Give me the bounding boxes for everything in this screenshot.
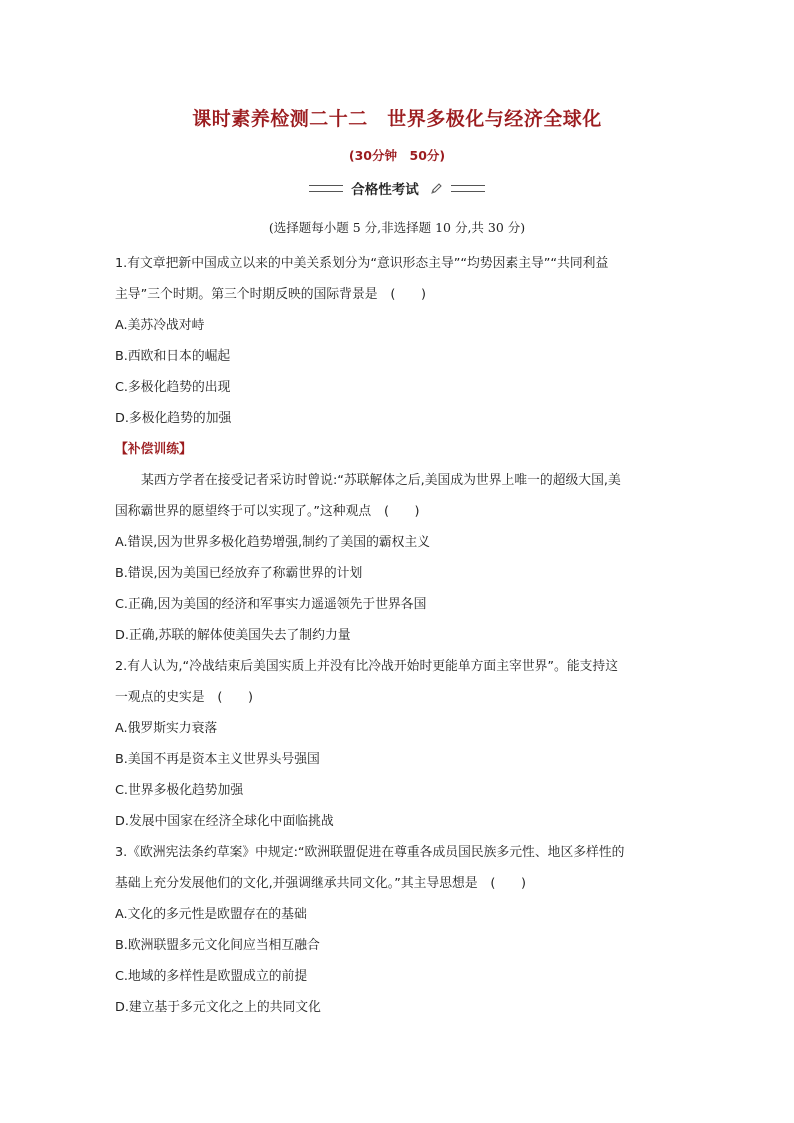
- question-2-stem-line-2: 一观点的史实是 ( ): [115, 690, 253, 705]
- question-3-option-a: A.文化的多元性是欧盟存在的基础: [115, 907, 307, 922]
- compensation-stem-line-2: 国称霸世界的愿望终于可以实现了。”这种观点 ( ): [115, 504, 420, 519]
- question-3-stem-line-2: 基础上充分发展他们的文化,并强调继承共同文化。”其主导思想是 ( ): [115, 876, 526, 891]
- question-2-option-b: B.美国不再是资本主义世界头号强国: [115, 752, 320, 767]
- section-instruction: (选择题每小题 5 分,非选择题 10 分,共 30 分): [268, 220, 526, 235]
- question-1-stem-line-2: 主导”三个时期。第三个时期反映的国际背景是 ( ): [115, 287, 426, 302]
- question-3-stem-line-1: 3.《欧洲宪法条约草案》中规定:“欧洲联盟促进在尊重各成员国民族多元性、地区多样性的: [115, 845, 625, 860]
- question-list: [115, 248, 683, 1023]
- compensation-option-d: D.正确,苏联的解体使美国失去了制约力量: [115, 628, 351, 643]
- page-title: 课时素养检测二十二 世界多极化与经济全球化: [192, 108, 602, 130]
- compensation-stem-line-1: 某西方学者在接受记者采访时曾说:“苏联解体之后,美国成为世界上唯一的超级大国,美: [141, 473, 621, 488]
- compensation-option-c: C.正确,因为美国的经济和军事实力遥遥领先于世界各国: [115, 597, 427, 612]
- compensation-option-b: B.错误,因为美国已经放弃了称霸世界的计划: [115, 566, 363, 581]
- compensation-training: [115, 434, 683, 651]
- banner-right-rule: [451, 185, 485, 192]
- question-2-option-d: D.发展中国家在经济全球化中面临挑战: [115, 814, 334, 829]
- question-3: [115, 837, 683, 1023]
- question-2-option-a: A.俄罗斯实力衰落: [115, 721, 218, 736]
- question-2: [115, 651, 683, 837]
- question-3-option-d: D.建立基于多元文化之上的共同文化: [115, 1000, 321, 1015]
- question-1-option-a: A.美苏冷战对峙: [115, 318, 205, 333]
- question-1-option-d: D.多极化趋势的加强: [115, 411, 232, 426]
- time-score-subtitle: (30分钟 50分): [348, 148, 446, 163]
- question-1-option-b: B.西欧和日本的崛起: [115, 349, 231, 364]
- question-2-stem-line-1: 2.有人认为,“冷战结束后美国实质上并没有比冷战开始时更能单方面主宰世界”。能支持这: [115, 659, 619, 674]
- question-1: [115, 248, 683, 434]
- compensation-training-tag: 【补偿训练】: [115, 442, 192, 457]
- section-heading: 合格性考试: [351, 182, 419, 198]
- banner-left-rule: [309, 185, 343, 192]
- question-1-stem-line-1: 1.有文章把新中国成立以来的中美关系划分为“意识形态主导”“均势因素主导”“共同利益: [115, 256, 609, 271]
- question-2-option-c: C.世界多极化趋势加强: [115, 783, 244, 798]
- question-3-option-c: C.地域的多样性是欧盟成立的前提: [115, 969, 308, 984]
- compensation-option-a: A.错误,因为世界多极化趋势增强,制约了美国的霸权主义: [115, 535, 431, 550]
- section-banner: [0, 178, 794, 198]
- question-3-option-b: B.欧洲联盟多元文化间应当相互融合: [115, 938, 320, 953]
- question-1-option-c: C.多极化趋势的出现: [115, 380, 231, 395]
- pencil-icon: [429, 181, 443, 195]
